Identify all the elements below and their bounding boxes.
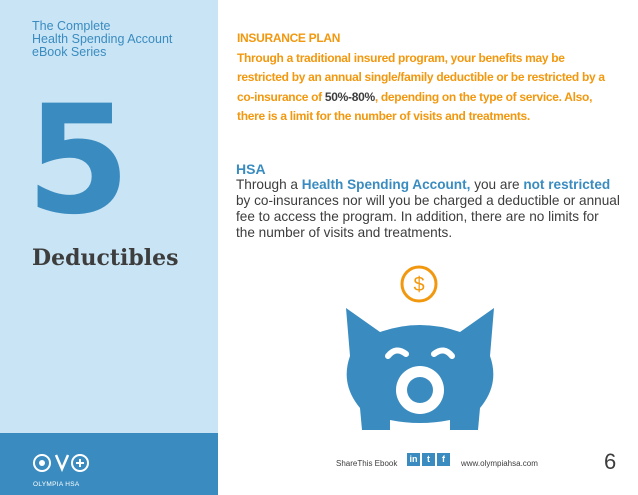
website-link[interactable]: www.olympiahsa.com xyxy=(461,459,538,468)
page-number: 6 xyxy=(604,449,617,474)
social-links xyxy=(407,453,450,466)
coinsurance-range: 50%-80% xyxy=(324,89,375,104)
chapter-number: 5 xyxy=(26,74,127,248)
hsa-text-1: Through a xyxy=(236,177,302,192)
hsa-section xyxy=(236,161,621,241)
hsa-text-3: by co-insurances nor will you be charged a deductible or annual fee to access the program. In addition, there are no limits for the number of visits and treatments. xyxy=(236,193,620,240)
series-line-3: eBook Series xyxy=(32,45,107,59)
insurance-text-1: Through a traditional insured program, your benefits may be restricted by an annual single/family deductible or be restricted by a co-insurance of xyxy=(237,50,605,104)
insurance-text-2: , depending on the type of service. Also, there is a limit for the number of visits and treatments. xyxy=(237,89,593,123)
logo-text: OLYMPIA HSA xyxy=(33,481,80,488)
footer xyxy=(0,433,638,495)
series-title xyxy=(32,20,212,59)
series-line-2: Health Spending Account xyxy=(32,32,173,46)
piggy-bank-icon xyxy=(340,304,500,430)
facebook-icon[interactable]: f xyxy=(437,453,450,466)
linkedin-icon[interactable]: in xyxy=(407,453,420,466)
hsa-heading: HSA xyxy=(236,161,266,177)
dollar-icon xyxy=(399,264,439,304)
hsa-term: Health Spending Account, xyxy=(301,177,471,192)
share-label: ShareThis Ebook xyxy=(336,459,398,468)
chapter-title: Deductibles xyxy=(32,245,179,271)
footer-logo-panel xyxy=(0,433,218,495)
insurance-plan-section xyxy=(237,29,617,127)
hsa-text-2: you are xyxy=(470,177,524,192)
svg-text:$: $ xyxy=(413,274,425,296)
insurance-heading: INSURANCE PLAN xyxy=(237,31,341,45)
series-line-1: The Complete xyxy=(32,19,111,33)
twitter-icon[interactable]: t xyxy=(422,453,435,466)
sidebar-panel xyxy=(0,0,218,433)
hsa-emphasis: not restricted xyxy=(523,177,611,192)
